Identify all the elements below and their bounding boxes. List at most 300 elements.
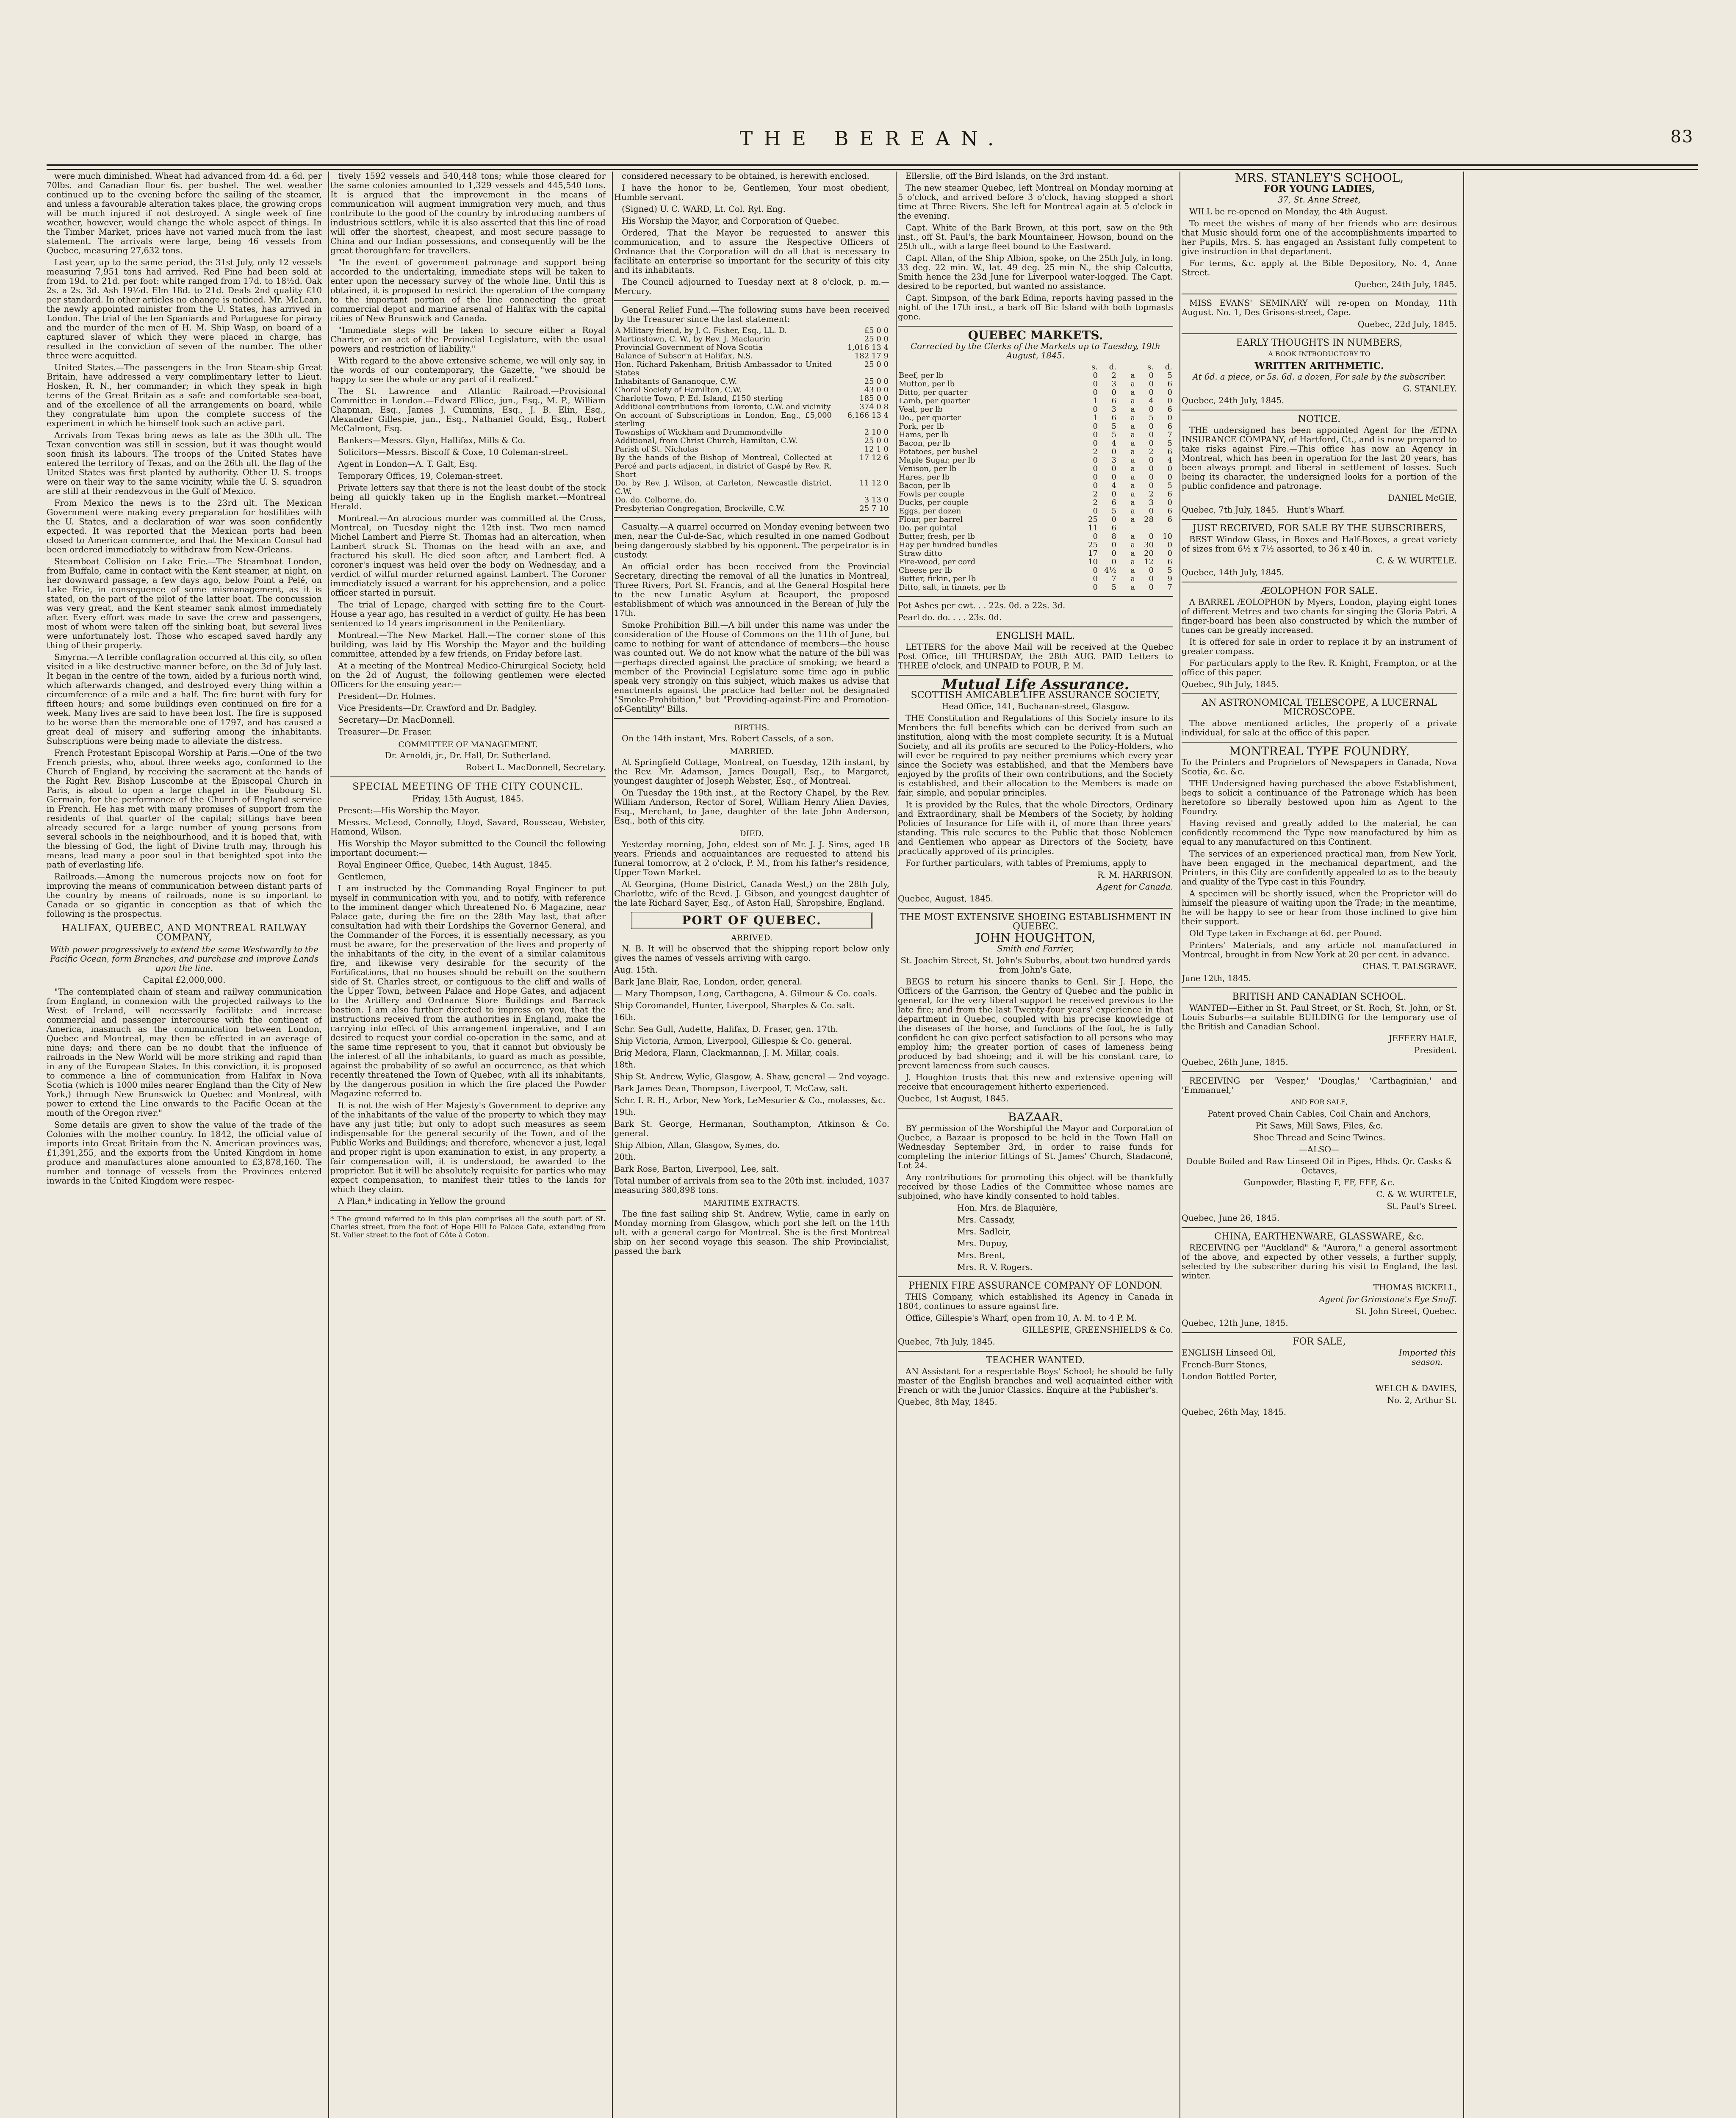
column-5 [1182,172,1457,2118]
bazaar-paragraph: BY permission of the Worshipful the Mayor and Corporation of Quebec, a Bazaar is proposed to be held in the Town Hall on Wednesday September 3rd, in order to raise funds for completing the interior fittings of St. James' Church, Stadaconé, Lot 24. [898,1123,1173,1170]
market-price: 0 [1149,566,1154,575]
market-price: a [1130,583,1135,592]
market-price: 0 [1149,574,1154,583]
relief-donor: Do. do. Colborne, do. [615,496,697,505]
market-price: 6 [1167,515,1172,524]
market-item: Ducks, per couple [899,498,969,507]
market-item: Straw ditto [899,549,942,558]
markets-row [898,583,1173,592]
mutual-paragraph: THE Constitution and Regulations of this Society insure to its Members the full benefits which can be derived from such an institution, along with the most complete security. It is a Mutual Society, and all its profits are secured to the Policy-Holders, who will ever be required to pay neither premiums which every year since the Society was established, and that the Members have enjoyed by the profits of their own contributions, and the Society is established, and their allocation to the Members is made on fair, simple, and popular principles. [898,713,1173,798]
evans-date: Quebec, 22d July, 1845. [1357,319,1457,329]
market-price: 30 [1144,541,1154,549]
aeolophon-paragraph: For particulars apply to the Rev. R. Knight, Frampton, or at the office of this paper. [1182,658,1457,677]
forsale-date: Quebec, 26th May, 1845. [1182,1407,1287,1417]
markets-row [898,532,1173,541]
divider [1182,742,1457,743]
markets-table [898,363,1173,592]
market-price: 0 [1093,439,1098,448]
relief-donor: Presbyterian Congregation, Brockville, C.W. [615,504,785,513]
market-price: 6 [1167,380,1172,388]
article-paragraph: Last year, up to the same period, the 31st July, only 12 vessels measuring 7,951 tons had arrived. Red Pine had been sold at from 19d. to 21d. per foot: white ranged from 17d. to 18½d. Oak 2s. a 2s. 3d. Ash 19½d. Elm 18d. to 21d. Deals 2nd quality £10 per standard. In other articles no change is noticed. Mr. McLean, the newly appointed minister from the U. States, has arrived in London. The trial of the ten Spaniards and Portuguese for piracy and the murder of the men of H. M. Ship Wasp, on board of a captured slaver of which they were placed in charge, has resulted in the conviction of seven of the number. The other three were acquitted. [47,258,322,360]
foundry-paragraph: Having revised and greatly added to the material, he can confidently recommend the Type now manufactured by him as equal to any manufactured on this Continent. [1182,818,1457,847]
article-paragraph: Treasurer—Dr. Fraser. [338,727,432,737]
relief-donor: Charlotte Town, P. Ed. Island, £150 sterling [615,394,784,403]
relief-row [614,428,889,437]
divider [898,1276,1173,1277]
arrival-entry: Ship Victoria, Armon, Liverpool, Gillespie & Co. general. [614,1036,852,1046]
births-title: BIRTHS. [734,723,770,732]
markets-subtitle: Corrected by the Clerks of the Markets up to Tuesday, 19th August, 1845. [911,341,1160,360]
article-paragraph: Solicitors—Messrs. Biscoff & Coxe, 10 Coleman-street. [338,447,568,457]
relief-donor: Provincial Government of Nova Scotia [615,343,763,352]
market-price: a [1130,413,1135,422]
council-paragraph: A Plan,* indicating in Yellow the ground [338,1196,506,1206]
market-price: a [1130,515,1135,524]
market-price: 5 [1167,439,1172,448]
masthead [47,127,1698,161]
market-item: Do. per quintal [899,524,957,532]
china-text: RECEIVING per "Auckland" & "Aurora," a general assortment of the above, and expected by other vessels, a further supply, selected by the subscriber during his visit to England, the last winter. [1182,1243,1457,1281]
bcs-name: JEFFERY HALE, [1389,1034,1457,1043]
cables-item: Shoe Thread and Seine Twines. [1253,1133,1385,1142]
foundry-name: CHAS. T. PALSGRAVE. [1362,962,1457,971]
notice-title: NOTICE. [1298,414,1341,424]
market-price: a [1130,380,1135,388]
market-price: 9 [1167,574,1172,583]
markets-row [898,439,1173,448]
received-name: C. & W. WURTELE. [1376,556,1457,566]
micro-title: AN ASTRONOMICAL TELESCOPE, A LUCERNAL MICROSCOPE. [1202,698,1437,718]
market-price: 6 [1167,422,1172,431]
bazaar-committee-name: Mrs. Sadleir, [957,1227,1011,1236]
received-date: Quebec, 14th July, 1845. [1182,568,1285,577]
arrival-entry: Bark St. George, Hermanan, Southampton, Atkinson & Co. general. [614,1119,889,1138]
foundry-paragraph: Old Type taken in Exchange at 6d. per Pound. [1189,929,1382,938]
article-paragraph: Montreal.—The New Market Hall.—The corner stone of this building, was laid by His Worship the Mayor and the building committee, attended by a few friends, on Friday before last. [330,630,606,659]
relief-amount: 11 12 0 [859,479,889,488]
market-price: 5 [1111,583,1116,592]
shipping-paragraph: Capt. Allan, of the Ship Albion, spoke, on the 25th July, in long. 33 deg. 22 min. W., lat. 49 deg. 25 min N., the ship Calcutta, Smith hence the 23d June for Liverpool water-logged. The Capt. desired to be reported, but wanted no assistance. [898,253,1173,291]
article-paragraph: Smoke Prohibition Bill.—A bill under this name was under the consideration of the House of Commons on the 11th of June, but came to nothing for want of attendance of members—the house was counted out. We do not know what the nature of the bill was—perhaps directed against the practice of smoking; we heard a member of the Provincial Legislature some time ago in public speak very strongly on this subject, which makes us advise that enactments against the practice had better not be designated "Smoke-Prohibition," but "Providing-against-Fire and Promotion-of-Gentility" Bills. [614,620,889,714]
relief-row [614,352,889,360]
aeolophon-title: ÆOLOPHON FOR SALE. [1260,586,1378,596]
divider [898,326,1173,327]
relief-row [614,454,889,479]
market-item: Veal, per lb [899,405,943,414]
notice-text: THE undersigned has been appointed Agent for the ÆTNA INSURANCE COMPANY, of Hartford, Ct., and is now prepared to take risks against Fire.—This office has now an Agency in Montreal, which has been in operation for the last 20 years, has been always prompt and liberal in settlement of losses. Such being its character, the undersigned looks for a portion of the public confidence and patronage. [1182,425,1457,491]
market-price: 17 [1088,549,1098,558]
notice-place: Hunt's Wharf. [1287,505,1346,515]
relief-amount: 12 1 0 [864,445,889,454]
markets-header-cell: d. [1165,363,1172,371]
market-price: 3 [1111,405,1116,414]
shoeing-address: St. Joachim Street, St. John's Suburbs, about two hundred yards from John's Gate, [900,956,1171,975]
china-address: St. John Street, Quebec. [1355,1306,1457,1316]
market-price: 0 [1093,574,1098,583]
early-price: At 6d. a piece, or 5s. 6d. a dozen, For sale by the subscriber. [1192,372,1446,382]
bazaar-committee-name: Hon. Mrs. de Blaquière, [957,1203,1058,1213]
forsale-title: FOR SALE, [1293,1336,1346,1347]
market-price: a [1130,473,1135,482]
market-price: a [1130,481,1135,490]
relief-row [614,479,889,496]
market-item: Maple Sugar, per lb [899,456,975,465]
market-price: 11 [1088,524,1098,532]
arrival-entry: Ship Coromandel, Hunter, Liverpool, Sharples & Co. salt. [614,1001,855,1010]
market-price: a [1130,456,1135,465]
column-2 [330,172,606,2118]
china-name: THOMAS BICKELL, [1373,1283,1457,1292]
shoeing-paragraph: BEGS to return his sincere thanks to Genl. Sir J. Hope, the Officers of the Garrison, the Gentry of Quebec and the public in general, for the very liberal support he received previous to the late fire; and from the last Twenty-four years' experience in that department in Quebec, coupled with his precise knowledge of the diseases of the horse, and functions of the foot, he is fully confident he can give perfect satisfaction to all persons who may employ him; the greater portion of cases of lameness being produced by bad shoeing; and it will be his constant care, to prevent lameness from such causes. [898,977,1173,1070]
markets-row [898,490,1173,499]
letter-paragraph: The Council adjourned to Tuesday next at 8 o'clock, p. m.—Mercury. [614,277,889,296]
market-price: 0 [1167,388,1172,397]
market-item: Butter, fresh, per lb [899,532,975,541]
market-price: 6 [1167,507,1172,516]
arrival-entry: Bark Jane Blair, Rae, London, order, general. [614,977,803,987]
market-item: Lamb, per quarter [899,396,970,405]
death-notice: Yesterday morning, John, eldest son of Mr. J. J. Sims, aged 18 years. Friends and acquaintances are requested to attend his funeral tomorrow, at 2 o'clock, P. M., from his father's residence, Upper Town Market. [614,840,889,877]
relief-donor: Do. by Rev. J. Wilson, at Carleton, Newcastle district, C.W. [615,479,832,496]
market-price: 0 [1149,464,1154,473]
article-paragraph: Agent in London—A. T. Galt, Esq. [338,459,477,469]
market-price: 2 [1093,490,1098,499]
relief-row [614,437,889,445]
markets-row [898,499,1173,507]
school-paragraph: To meet the wishes of many of her friends who are desirous that Music should form one of the accomplishments imparted to her Pupils, Mrs. S. has engaged an Assistant fully competent to give instruction in that department. [1182,219,1457,256]
article-paragraph: Railroads.—Among the numerous projects now on foot for improving the means of communication between distant parts of the country by means of railroads, none is so important to Canada or so gigantic in conception as that of which the following is the prospectus. [47,872,322,919]
divider [898,1351,1173,1352]
column-1 [47,172,322,2118]
markets-row [898,516,1173,524]
divider [1182,693,1457,694]
market-price: 0 [1149,473,1154,482]
teacher-text: AN Assistant for a respectable Boys' School; he should be fully master of the English branches and well acquainted either with French or with the Junior Classics. Enquire at the Publisher's. [898,1367,1173,1395]
market-price: 6 [1111,524,1116,532]
divider [330,776,606,777]
market-price: 6 [1111,396,1116,405]
marriage-notice: At Springfield Cottage, Montreal, on Tuesday, 12th instant, by the Rev. Mr. Adamson, James Dougall, Esq., to Margaret, youngest daughter of Joseph Webster, Esq., of Montreal. [614,757,889,786]
markets-row [898,473,1173,482]
market-item: Bacon, per lb [899,481,950,490]
article-paragraph: French Protestant Episcopal Worship at Paris.—One of the two French priests, who, about three weeks ago, conformed to the Church of England, by receiving the sacrament at the hands of the Right Rev. Bishop Luscombe at the Episcopal Church in Paris, is about to open a large chapel in the Faubourg St. Germain, for the performance of the Church of England service in French. He has met with many promises of support from the residents of that quarter of the capital; sittings have been already secured for a large number of young persons from several schools in the neighbourhood, and it is hoped that, with the blessing of God, the light of Divine truth may, through his means, lead many a poor soul in that benighted spot into the path of everlasting life. [47,748,322,870]
market-price: 25 [1088,541,1098,549]
market-price: a [1130,371,1135,380]
cables-item: Patent proved Chain Cables, Coil Chain and Anchors, [1207,1109,1431,1119]
railway-title: HALIFAX, QUEBEC, AND MONTREAL RAILWAY COMPANY, [61,923,307,943]
market-price: 1 [1093,413,1098,422]
letter-paragraph: I have the honor to be, Gentlemen, Your most obedient, Humble servant. [614,183,889,202]
foundry-to: To the Printers and Proprietors of Newspapers in Canada, Nova Scotia, &c. &c. [1182,757,1457,776]
letter-paragraph: Ordered, That the Mayor be requested to answer this communication, and to assure the Respective Officers of Ordnance that the Corporation will do all that is necessary to facilitate an enterprise so important for the security of this city and its inhabitants. [614,228,889,275]
market-price: 7 [1167,430,1172,439]
shipping-paragraph: Capt. White of the Bark Brown, at this port, saw on the 9th inst., off St. Paul's, the bark Mountaineer, Howson, bound on the 25th ult., with a large fleet bound to the Eastward. [898,223,1173,251]
relief-amount: £5 0 0 [864,326,889,335]
committee-signature: Robert L. MacDonnell, Secretary. [465,762,606,772]
market-price: 0 [1149,430,1154,439]
forsale-item: ENGLISH Linseed Oil, [1182,1348,1276,1358]
ashes-price: Pot Ashes per cwt. . . 22s. 0d. a 22s. 3d. [898,601,1066,610]
relief-donor: Inhabitants of Gananoque, C.W. [615,377,737,386]
received-text: BEST Window Glass, in Boxes and Half-Boxes, a great variety of sizes from 6½ x 7½ assorted, to 36 x 40 in. [1182,535,1457,554]
market-item: Eggs, per dozen [899,507,961,516]
relief-amount: 6,166 13 4 [847,411,889,420]
markets-row [898,549,1173,558]
markets-header-cell [898,363,1080,371]
divider [898,675,1173,676]
column-4 [898,172,1173,2118]
markets-row [898,541,1173,549]
market-price: 2 [1149,490,1154,499]
market-item: Flour, per barrel [899,515,963,524]
markets-row [898,575,1173,583]
early-date: Quebec, 24th July, 1845. [1182,396,1285,405]
relief-row [614,360,889,377]
arrival-entry: Schr. Sea Gull, Audette, Halifax, D. Fraser, gen. 17th. [614,1024,839,1034]
market-item: Beef, per lb [899,371,944,380]
phenix-paragraph: THIS Company, which established its Agency in Canada in 1804, continues to assure against fire. [898,1292,1173,1311]
relief-amount: 25 7 10 [859,504,889,513]
market-price: 5 [1149,413,1154,422]
school-address: 37, St. Anne Street, [1278,195,1361,205]
divider [614,300,889,301]
market-price: 28 [1144,515,1154,524]
phenix-date: Quebec, 7th July, 1845. [898,1337,995,1347]
mutual-agent: R. M. HARRISON. [1097,870,1173,880]
bazaar-committee-name: Mrs. R. V. Rogers. [957,1262,1033,1272]
markets-header-cell: s. [1147,363,1154,371]
markets-row [898,371,1173,380]
council-paragraph: Present:—His Worship the Mayor. [338,806,480,815]
relief-row [614,377,889,386]
market-price: 0 [1093,422,1098,431]
article-paragraph: Montreal.—An atrocious murder was committed at the Cross, Montreal, on Tuesday night the 12th inst. Two men named Michel Lambert and Pierre St. Thomas had an altercation, when Lambert struck St. Thomas on the head with an axe, and fractured his skull. He died soon after, and Lambert fled. A coroner's inquest was held over the body on Wednesday, and a verdict of wilful murder returned against Lambert. The Coroner immediately issued a warrant for his apprehension, and a police officer started in pursuit. [330,513,606,598]
market-item: Ditto, per quarter [899,388,968,397]
article-paragraph: Temporary Offices, 19, Coleman-street. [338,471,503,481]
cables-subtitle: AND FOR SALE, [1290,1098,1348,1106]
relief-amount: 25 0 0 [864,335,889,344]
market-price [1117,524,1136,532]
arrival-entry: Brig Medora, Flann, Clackmannan, J. M. Millar, coals. [614,1048,839,1058]
market-price: 12 [1144,557,1154,566]
cables-place: St. Paul's Street. [1387,1201,1457,1211]
relief-row [614,386,889,394]
relief-amount: 25 0 0 [864,360,889,369]
relief-amount: 185 0 0 [859,394,889,403]
relief-donor: Balance of Subscr'n at Halifax, N.S. [615,352,753,360]
aeolophon-paragraph: It is offered for sale in order to replace it by an instrument of greater compass. [1182,637,1457,656]
forsale-item: French-Burr Stones, [1182,1360,1267,1369]
markets-row [898,422,1173,431]
divider [898,1108,1173,1109]
cables-name: C. & W. WURTELE, [1376,1189,1457,1199]
market-price: 5 [1111,430,1116,439]
cables-date: Quebec, June 26, 1845. [1182,1213,1280,1223]
letter-paragraph: His Worship the Mayor, and Corporation of Quebec. [622,216,839,226]
article-paragraph: Steamboat Collision on Lake Erie.—The Steamboat London, from Buffalo, came in contact with the Kent steamer, at night, on her downward passage, a few days ago, below Point a Pelé, on Lake Erie, in consequence of some mismanagement, as it is stated, on the part of the pilot of the latter boat. The concussion was very great, and the Kent steamer sank almost immediately after. Every effort was made to save the crew and passengers, most of whom were taken off the sinking boat, but several lives were unfortunately lost. Those who escaped saved hardly any thing of their property. [47,557,322,650]
market-price: 5 [1167,566,1172,575]
foundry-paragraph: THE Undersigned having purchased the above Establishment, begs to solicit a continuance of the Patronage which has been heretofore so liberally bestowed upon him as Agent to the Foundry. [1182,779,1457,816]
article-paragraph: tively 1592 vessels and 540,448 tons; while those cleared for the same colonies amounted to 1,329 vessels and 445,540 tons. It is argued that the improvement in the means of communication will augment immigration very much, and thus contribute to the good of the country by introducing numbers of industrious settlers, while it is also asserted that this line of road will offer the shortest, cheapest, and most secure passage to China and our Indian possessions, and consequently will be the great thoroughfare for travellers. [330,172,606,255]
market-price: 0 [1111,515,1116,524]
market-price: 6 [1167,557,1172,566]
market-price: a [1130,574,1135,583]
foundry-paragraph: A specimen will be shortly issued, when the Proprietor will do himself the pleasure of waiting upon the Trade; in the meantime, he will be happy to see or hear from those inclined to give him their support. [1182,889,1457,926]
market-item: Fowls per couple [899,490,965,499]
market-item: Hams, per lb [899,430,949,439]
relief-donor: Choral Society of Hamilton, C.W. [615,385,742,394]
market-price: 0 [1093,405,1098,414]
markets-row [898,558,1173,566]
relief-row [614,445,889,454]
article-paragraph: Casualty.—A quarrel occurred on Monday evening between two men, near the Cul-de-Sac, which resulted in one named Godbout being dangerously stabbed by his opponent. The perpetrator is in custody. [614,522,889,560]
bazaar-committee-name: Mrs. Brent, [957,1250,1005,1260]
mutual-agent-role: Agent for Canada. [1096,882,1173,892]
bcs-date: Quebec, 26th June, 1845. [1182,1057,1288,1067]
market-price: 5 [1167,481,1172,490]
relief-row [614,403,889,411]
bcs-title: BRITISH AND CANADIAN SCHOOL. [1232,992,1407,1002]
cables-item: —ALSO— [1299,1145,1340,1154]
market-price: 2 [1111,371,1116,380]
arrival-entry: Ship St. Andrew, Wylie, Glasgow, A. Shaw, general — 2nd voyage. [614,1072,889,1081]
arrival-entry: Ship Albion, Allan, Glasgow, Symes, do. [614,1140,780,1150]
columns [47,172,1698,2118]
railway-capital: Capital £2,000,000. [143,975,226,985]
early-book: WRITTEN ARITHMETIC. [1254,360,1384,371]
mail-title: ENGLISH MAIL. [996,631,1075,641]
market-price: 0 [1111,388,1116,397]
forsale-item: London Bottled Porter, [1182,1372,1277,1381]
market-price: 6 [1111,498,1116,507]
mail-text: LETTERS for the above Mail will be received at the Quebec Post Office, till THURSDAY, the 28th AUG. PAID Letters to THREE o'clock, and UNPAID to FOUR, P. M. [898,642,1173,671]
phenix-title: PHENIX FIRE ASSURANCE COMPANY OF LONDON. [908,1281,1163,1291]
arrival-entry: 18th. [614,1060,636,1070]
market-price: a [1130,396,1135,405]
maritime-text: The fine fast sailing ship St. Andrew, Wylie, came in early on Monday morning from Glasgow, which port she left on the 14th ult. with a general cargo for Montreal. She is the first Montreal ship on her second voyage this season. The ship Provincialist, passed the bark [614,1209,889,1256]
married-title: MARRIED. [730,747,774,756]
market-price: a [1130,422,1135,431]
divider [1182,333,1457,334]
market-price: 0 [1093,464,1098,473]
letter-paragraph: (Signed) U. C. WARD, Lt. Col. Ryl. Eng. [622,204,786,214]
market-price: 0 [1149,439,1154,448]
market-price: a [1130,388,1135,397]
markets-row [898,414,1173,422]
market-price: 0 [1093,456,1098,465]
port-title: PORT OF QUEBEC. [631,912,872,929]
market-price: 0 [1149,456,1154,465]
committee-title: COMMITTEE OF MANAGEMENT. [398,740,538,749]
relief-row [614,496,889,505]
markets-title: QUEBEC MARKETS. [968,328,1103,342]
column-3 [614,172,889,2118]
marriage-notice: On Tuesday the 19th inst., at the Rectory Chapel, by the Rev. William Anderson, Rector of Sorel, William Henry Alien Davies, Esq., Merchant, to Jane, daughter of the late John Anderson, Esq., both of this city. [614,788,889,826]
markets-row [898,524,1173,532]
market-item: Hay per hundred bundles [899,541,998,549]
market-price: 0 [1093,532,1098,541]
market-price: 0 [1093,507,1098,516]
mutual-date: Quebec, August, 1845. [898,894,994,904]
market-price: 0 [1111,557,1116,566]
article-paragraph: "Immediate steps will be taken to secure either a Royal Charter, or an act of the Provincial Legislature, with the usual powers and restriction of liability." [330,325,606,354]
markets-row [898,566,1173,575]
divider [1182,519,1457,520]
market-price: 3 [1111,380,1116,388]
market-price: 5 [1167,371,1172,380]
bazaar-committee-name: Mrs. Dupuy, [957,1239,1008,1248]
market-price: a [1130,447,1135,456]
divider [1182,987,1457,988]
article-paragraph: With regard to the above extensive scheme, we will only say, in the words of our contemporary, the Gazette, "we should be happy to see the whole or any part of it realized." [330,356,606,384]
market-price: a [1130,507,1135,516]
market-price: 10 [1088,557,1098,566]
mutual-office: Head Office, 141, Buchanan-street, Glasgow. [941,701,1130,711]
micro-text: The above mentioned articles, the property of a private individual, for sale at the office of this paper. [1182,718,1457,737]
market-item: Ditto, salt, in tinnets, per lb [899,583,1006,592]
bazaar-committee-name: Mrs. Cassady, [957,1215,1015,1225]
school-subtitle: FOR YOUNG LADIES, [1263,183,1375,194]
china-title: CHINA, EARTHENWARE, GLASSWARE, &c. [1214,1231,1424,1242]
arrival-entry: Bark James Dean, Thompson, Liverpool, T. McCaw, salt. [614,1084,848,1093]
relief-donor: Townships of Wickham and Drummondville [615,428,783,437]
china-date: Quebec, 12th June, 1845. [1182,1318,1288,1328]
market-price: a [1130,549,1135,558]
market-price: 2 [1093,447,1098,456]
phenix-paragraph: Office, Gillespie's Wharf, open from 10, A. M. to 4 P. M. [905,1313,1137,1323]
market-price: 0 [1149,583,1154,592]
market-price: 0 [1167,464,1172,473]
shipping-paragraph: Capt. Simpson, of the bark Edina, reports having passed in the night of the 17th inst., a bark off Bic Island with both topmasts gone. [898,293,1173,322]
market-price: 20 [1144,549,1154,558]
relief-donor: Martinstown, C. W., by Rev. J. Maclaurin [615,335,770,344]
mutual-paragraph: For further particulars, with tables of Premiums, apply to [905,858,1147,868]
relief-amount: 182 17 9 [854,352,889,360]
market-price: a [1130,498,1135,507]
market-price: 0 [1149,405,1154,414]
market-price: a [1130,439,1135,448]
article-paragraph: From Mexico the news is to the 23rd ult. The Mexican Government were making every preparation for hostilities with the U. States, and a declaration of war was soon confidently expected. It was reported that the Mexican ports had been closed to American commerce, and that the Mexican Consul had been ordered immediately to withdraw from New-Orleans. [47,498,322,554]
page-number: 83 [1670,127,1694,147]
arrival-entry: Bark Rose, Barton, Liverpool, Lee, salt. [614,1164,779,1174]
births-text: On the 14th instant, Mrs. Robert Cassels, of a son. [622,734,834,743]
school-paragraph: WILL be re-opened on Monday, the 4th August. [1189,207,1388,216]
relief-donor: Parish of St. Nicholas [615,445,698,454]
cables-item: Pit Saws, Mill Saws, Files, &c. [1255,1121,1383,1131]
market-item: Mutton, per lb [899,380,955,388]
market-price: 6 [1111,413,1116,422]
arrival-entry: Total number of arrivals from sea to the 20th inst. included, 1037 measuring 380,898 tons. [614,1176,889,1195]
article-paragraph: Vice Presidents—Dr. Crawford and Dr. Badgley. [338,703,537,713]
article-paragraph: At a meeting of the Montreal Medico-Chirurgical Society, held on the 2d of August, the following gentlemen were elected Officers for the ensuing year:— [330,661,606,689]
market-price: 1 [1093,396,1098,405]
market-item: Cheese per lb [899,566,952,575]
early-title: EARLY THOUGHTS IN NUMBERS, [1236,338,1403,348]
shoeing-role: Smith and Farrier, [997,944,1074,954]
divider [614,718,889,719]
notice-name: DANIEL McGIE, [1388,493,1457,503]
railway-subtitle: With power progressively to extend the same Westwardly to the Pacific Ocean, form Branches, and purchase and improve Lands upon the line. [50,945,318,973]
cables-text: RECEIVING per 'Vesper,' 'Douglas,' 'Carthaginian,' and 'Emmanuel,' [1182,1076,1457,1095]
foundry-date: June 12th, 1845. [1182,973,1251,983]
bazaar-title: BAZAAR. [1008,1110,1063,1124]
school-date: Quebec, 24th July, 1845. [1354,280,1457,289]
market-price: 0 [1167,413,1172,422]
market-price: 3 [1149,498,1154,507]
teacher-date: Quebec, 8th May, 1845. [898,1397,997,1407]
market-price: 0 [1111,490,1116,499]
article-paragraph: "In the event of government patronage and support being accorded to the undertaking, immediate steps will be taken to enter upon the necessary survey of the whole line. Until this is obtained, it is proposed to restrict the operation of the company to the important portion of the line connecting the great commercial depot and marine arsenal of Halifax with the capital cities of New Brunswick and Canada. [330,258,606,323]
